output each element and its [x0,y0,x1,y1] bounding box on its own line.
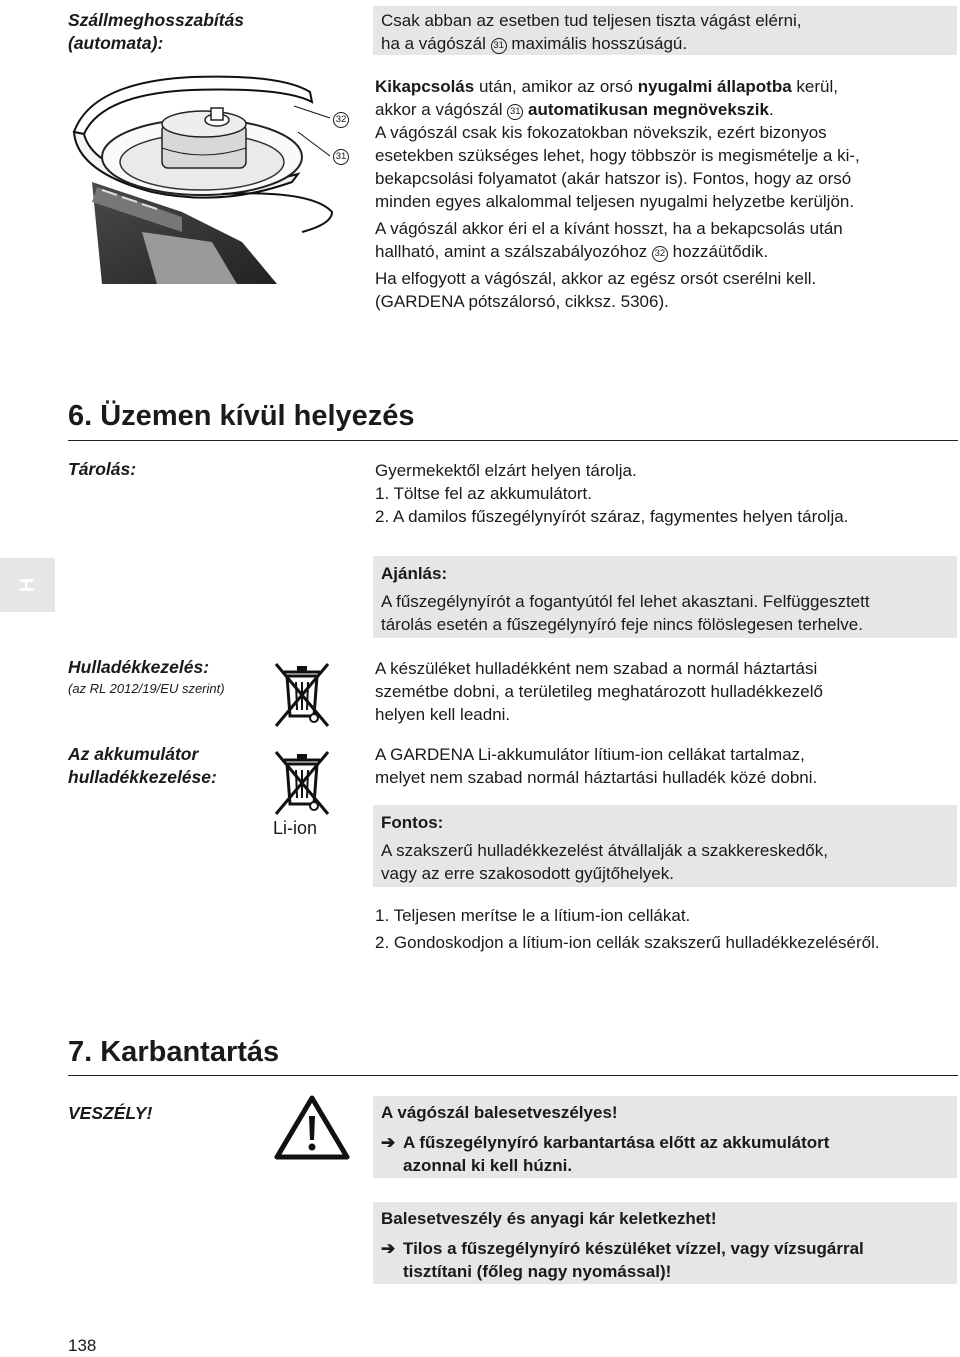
battery-waste-label: Az akkumulátor hulladékkezelése: [68,744,217,787]
crossed-bin-battery-icon [270,748,334,818]
section-7-rule [68,1075,958,1076]
ref-32-label: 32 [333,110,349,128]
waste-text: A készüléket hulladékként nem szabad a normál háztartási szemétbe dobni, a területileg meghatározott hulladékkezelő helyen kell leadni. [375,659,823,724]
arrow-right-icon: ➔ [381,1133,396,1152]
important-box: Fontos: A szakszerű hulladékkezelést átvállalják a szakkereskedők, vagy az erre szakosodott gyűjtőhelyek. [373,805,957,887]
danger-label: VESZÉLY! [68,1103,153,1123]
ref-31-marker: 31 [491,38,507,54]
section-6-title: 6. Üzemen kívül helyezés [68,400,415,432]
storage-label: Tárolás: [68,459,137,479]
extension-body: Kikapcsolás után, amikor az orsó nyugalmi állapotba kerül, akkor a vágószál 31 automatikusan megnövekszik. A vágószál csak kis fokozatokban növekszik, ezért bizonyos esetekben szükséges lehet, hogy többször is megismételje a ki-, bekapcsolási folyamatot (akár hatszor is). Fontos, hogy az orsó minden egyes alkalommal teljesen nyugalmi helyzetbe kerüljön. A vágószál akkor éri el a kívánt hosszt, ha a bekapcsolás után hallható, amint a szálszabályozóhoz 32 hozzáütődik. Ha elfogyott a vágószál, akkor az egész orsót cserélni kell. (GARDENA pótszálorsó, cikksz. 5306). [375,77,860,311]
battery-steps: 1. Teljesen merítse le a lítium-ion cellákat. 2. Gondoskodjon a lítium-ion cellák szakszerű hulladékkezeléséről. [375,906,880,952]
battery-waste-text: A GARDENA Li-akkumulátor lítium-ion cellákat tartalmaz, melyet nem szabad normál háztartási hulladék közé dobni. [375,745,818,787]
warning-box-2: Balesetveszély és anyagi kár keletkezhet! ➔ Tilos a fűszegélynyíró készüléket vízzel, vagy vízsugárral tisztítani (főleg nagy nyomással)! [373,1202,957,1284]
li-ion-label: Li-ion [273,818,318,838]
section-7-title: 7. Karbantartás [68,1036,280,1068]
page-number: 138 [68,1336,97,1355]
tip-box: Ajánlás: A fűszegélynyírót a fogantyútól fel lehet akasztani. Felfüggesztett tárolás esetén a fűszegélynyíró feje nincs fölöslegesen terhelve. [373,556,957,638]
waste-label: Hulladékkezelés: (az RL 2012/19/EU szerint) [68,657,225,696]
language-tab: H [0,558,55,612]
crossed-bin-icon [270,660,334,730]
section-6-rule [68,440,958,441]
ref-31-label: 31 [333,147,349,165]
arrow-right-icon: ➔ [381,1239,396,1258]
trimmer-head-illustration [62,62,372,284]
warning-triangle-icon [274,1094,350,1160]
extension-label: Szállmeghosszabítás (automata): [68,10,245,53]
storage-text: Gyermekektől elzárt helyen tárolja. 1. Töltse fel az akkumulátort. 2. A damilos fűszegélynyírót száraz, fagymentes helyen tárolja. [375,461,849,526]
extension-intro-box: Csak abban az esetben tud teljesen tiszta vágást elérni, ha a vágószál 31 maximális hosszúságú. [373,6,957,55]
warning-box-1: A vágószál balesetveszélyes! ➔ A fűszegélynyíró karbantartása előtt az akkumulátort azonnal ki kell húzni. [373,1096,957,1178]
